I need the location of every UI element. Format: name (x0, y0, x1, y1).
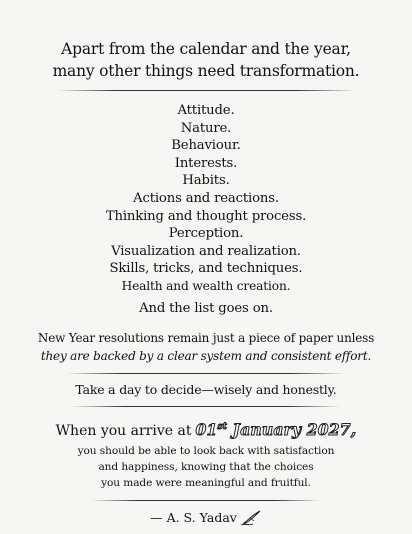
list-item: Nature. (180, 120, 232, 136)
signature-name: — A. S. Yadav (150, 510, 237, 526)
list-item: Skills, tricks, and techniques. (109, 261, 303, 277)
date-suffix: st (217, 422, 228, 433)
quill-pen-icon (240, 509, 262, 527)
list-item: Visualization and realization. (111, 243, 301, 259)
list-item: Attitude. (177, 103, 235, 118)
heading (0, 38, 412, 82)
list-item: Habits. (182, 173, 230, 189)
list-end: And the list goes on. (139, 300, 273, 316)
resolution-line-2: they are backed by a clear system and consistent effort. (40, 349, 372, 364)
date-day: 01 (195, 420, 218, 440)
closing-text (0, 443, 412, 491)
list-item: Perception. (168, 226, 244, 242)
resolution-line-1: New Year resolutions remain just a piece of paper unless (37, 331, 375, 346)
arrive-line (0, 417, 412, 441)
arrive-prefix: When you arrive at (55, 423, 192, 440)
divider-middle (66, 373, 346, 374)
transformation-list (0, 102, 412, 317)
list-item: Health and wealth creation. (121, 278, 291, 293)
heading-line-1: Apart from the calendar and the year, (61, 40, 351, 58)
closing-line-1: you should be able to look back with satisfaction (77, 445, 335, 458)
decide-text: Take a day to decide—wisely and honestly. (75, 382, 337, 398)
heading-line-2: many other things need transformation. (52, 62, 360, 80)
list-item: Interests. (174, 155, 238, 171)
resolution-text (0, 329, 412, 365)
list-item: Behaviour. (171, 138, 241, 154)
divider-bottom (91, 500, 321, 501)
date-highlight (195, 417, 356, 440)
closing-line-2: and happiness, knowing that the choices (98, 461, 314, 474)
divider-top (56, 90, 356, 91)
closing-line-3: you made were meaningful and fruitful. (101, 477, 311, 490)
date-rest: January 2027, (227, 420, 357, 440)
divider-lower (71, 406, 341, 407)
list-item: Actions and reactions. (133, 190, 279, 206)
signature-line (0, 509, 412, 527)
list-item: Thinking and thought process. (105, 208, 307, 224)
